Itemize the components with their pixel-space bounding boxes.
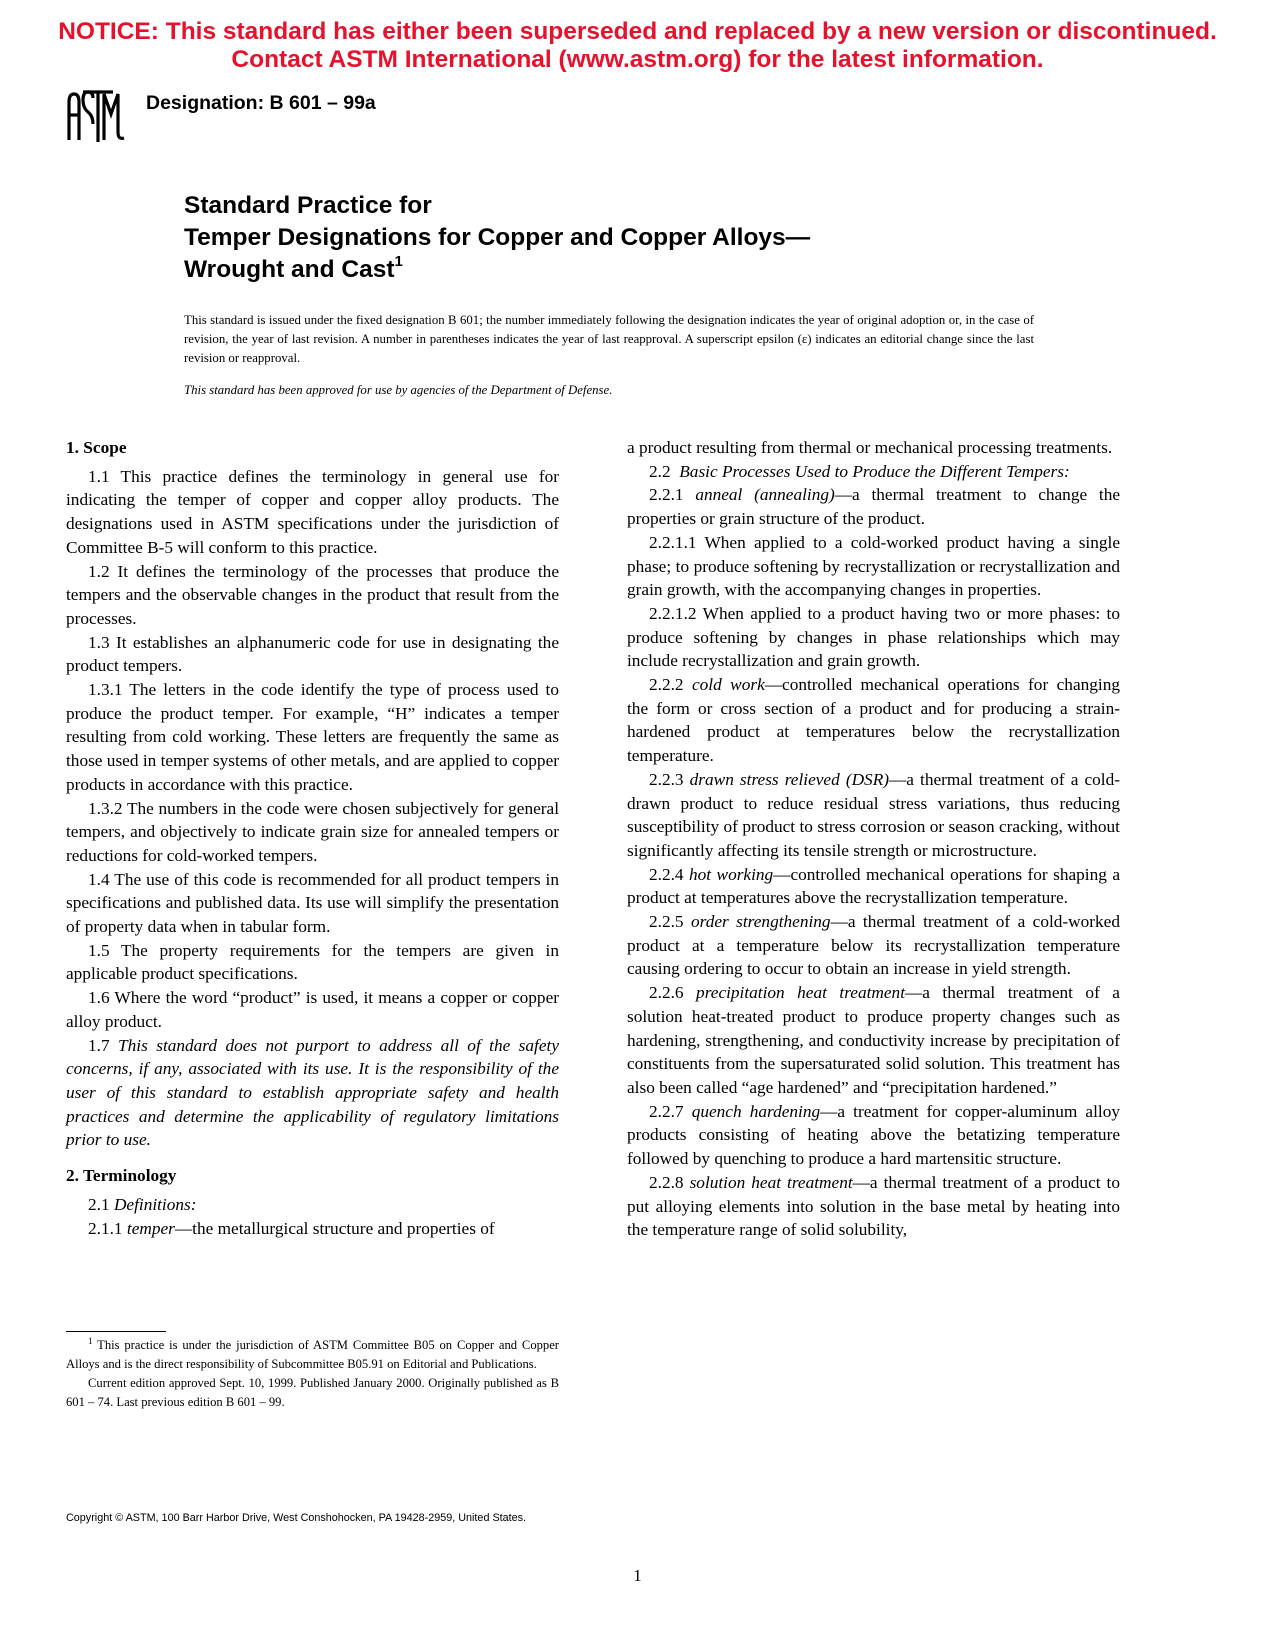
footnote-divider xyxy=(66,1331,166,1332)
paragraph-2-2-number: 2.2 xyxy=(649,461,671,481)
footnote-edition: Current edition approved Sept. 10, 1999. Published January 2000. Originally published as B 601 – 74. Last previous edition B 601 – 99. xyxy=(66,1376,559,1409)
title-line-1: Standard Practice for xyxy=(184,192,432,219)
document-title xyxy=(184,190,1084,286)
paragraph-1-6: 1.6 Where the word “product” is used, it means a copper or copper alloy product. xyxy=(66,988,559,1031)
definition-order-strengthening: —a thermal treatment of a cold-worked product at a temperature below its recrystallization temperature causing ordering to occur to obtain an increase in yield strength. xyxy=(627,912,1120,979)
paragraph-1-3: 1.3 It establishes an alphanumeric code for use in designating the product tempers. xyxy=(66,632,559,676)
paragraph-2-2-4 xyxy=(627,863,1120,910)
term-order-strengthening: order strengthening xyxy=(690,912,831,932)
paragraph-2-1-1 xyxy=(66,1217,559,1241)
issuance-note: This standard is issued under the fixed designation B 601; the number immediately following the designation indicates the year of original adoption or, in the case of revision, the year of last revision. A number in parentheses indicates the year of last reapproval. A superscript epsilon (ε) indicates an editorial change since the last revision or reapproval. xyxy=(184,313,1034,365)
paragraph-2-2-5-number: 2.2.5 xyxy=(649,912,684,932)
footnote-1-text: This practice is under the jurisdiction of ASTM Committee B05 on Copper and Copper Alloys and is the direct responsibility of Subcommittee B05.91 on Editorial and Publications. xyxy=(66,1338,560,1371)
definition-temper: —the metallurgical structure and properties of xyxy=(174,1218,495,1238)
right-column xyxy=(627,436,1120,1242)
paragraph-2-2-8 xyxy=(627,1171,1120,1242)
definition-quench-hardening: —a treatment for copper-aluminum alloy products consisting of heating above the betatizing temperature followed by quenching to produce a hard martensitic structure. xyxy=(627,1101,1120,1169)
paragraph-2-2-1-2: 2.2.1.2 When applied to a product having two or more phases: to produce softening by changes in phase relationships which may include recrystallization and grain growth. xyxy=(627,603,1120,671)
safety-caveat: This standard does not purport to address all of the safety concerns, if any, associated with its use. It is the responsibility of the user of this standard to establish appropriate safety and health practices and determine the applicability of regulatory limitations prior to use. xyxy=(66,1035,559,1150)
paragraph-2-2 xyxy=(627,460,1120,484)
paragraph-2-2-2 xyxy=(627,673,1120,768)
definition-drawn-stress-relieved: —a thermal treatment of a cold-drawn product to reduce residual stress variations, thus reducing susceptibility of product to stress corrosion or season cracking, without significantly affecting its tensile strength or microstructure. xyxy=(627,769,1120,860)
definition-anneal: —a thermal treatment to change the properties or grain structure of the product. xyxy=(627,485,1120,529)
title-line-3-text: Wrought and Cast xyxy=(184,256,395,283)
paragraph-1-3-2: 1.3.2 The numbers in the code were chosen subjectively for general tempers, and objectively to indicate grain size for annealed tempers or reductions for cold-worked tempers. xyxy=(66,798,559,865)
paragraph-2-2-7 xyxy=(627,1100,1120,1171)
paragraph-2-2-3 xyxy=(627,768,1120,863)
paragraph-1-4: 1.4 The use of this code is recommended for all product tempers in specifications and published data. Its use will simplify the presentation of property data when in tabular form. xyxy=(66,869,559,937)
paragraph-2-2-1 xyxy=(627,483,1120,530)
page-number: 1 xyxy=(633,1566,642,1585)
astm-logo-icon xyxy=(66,88,128,144)
term-precipitation-heat-treatment: precipitation heat treatment xyxy=(696,983,905,1003)
paragraph-2-2-5 xyxy=(627,910,1120,981)
paragraph-1-7-number: 1.7 xyxy=(88,1035,110,1055)
title-line-2: Temper Designations for Copper and Copper Alloys— xyxy=(184,224,811,251)
title-footnote-mark: 1 xyxy=(394,252,403,270)
paragraph-2-2-6-number: 2.2.6 xyxy=(649,983,684,1003)
title-line-3 xyxy=(184,254,1084,286)
section-heading-scope: 1. Scope xyxy=(66,438,127,457)
left-column xyxy=(66,436,559,1240)
footnote-1-mark: 1 xyxy=(88,1335,93,1346)
definition-solution-heat-treatment: —a thermal treatment of a product to put alloying elements into solution in the base metal by heating into the temperature range of solid solubility, xyxy=(627,1172,1120,1240)
paragraph-1-5: 1.5 The property requirements for the tempers are given in applicable product specifications. xyxy=(66,940,559,984)
paragraph-1-7 xyxy=(66,1034,559,1153)
dod-approval-note: This standard has been approved for use by agencies of the Department of Defense. xyxy=(184,383,613,397)
paragraph-2-2-6 xyxy=(627,981,1120,1100)
paragraph-2-2-7-number: 2.2.7 xyxy=(649,1101,684,1121)
notice-line-1: NOTICE: This standard has either been superseded and replaced by a new version or discontinued. xyxy=(58,18,1217,45)
basic-processes-label: Basic Processes Used to Produce the Different Tempers: xyxy=(679,461,1070,481)
term-hot-working: hot working xyxy=(689,864,774,884)
designation: Designation: B 601 – 99a xyxy=(146,92,376,114)
paragraph-2-2-3-number: 2.2.3 xyxy=(649,769,684,789)
definition-cold-work: —controlled mechanical operations for changing the form or cross section of a product and for producing a strain-hardened product at temperatures below the recrystallization temperature. xyxy=(627,675,1120,766)
footnote-1 xyxy=(66,1336,559,1374)
paragraph-2-2-4-number: 2.2.4 xyxy=(649,864,684,884)
paragraph-1-2: 1.2 It defines the terminology of the processes that produce the tempers and the observable changes in the product that result from the processes. xyxy=(66,561,559,628)
definitions-label: Definitions: xyxy=(113,1194,197,1214)
copyright-line: Copyright © ASTM, 100 Barr Harbor Drive, West Conshohocken, PA 19428-2959, United States. xyxy=(66,1512,527,1524)
notice-line-2: Contact ASTM International (www.astm.org) for the latest information. xyxy=(231,46,1044,73)
paragraph-2-1-1-number: 2.1.1 xyxy=(88,1218,123,1238)
term-cold-work: cold work xyxy=(692,675,765,695)
paragraph-2-1 xyxy=(66,1193,559,1217)
paragraph-2-2-8-number: 2.2.8 xyxy=(649,1172,684,1192)
supersession-notice xyxy=(0,18,1275,74)
paragraph-2-2-2-number: 2.2.2 xyxy=(649,675,684,695)
section-heading-terminology: 2. Terminology xyxy=(66,1166,177,1186)
definition-precipitation-heat-treatment: —a thermal treatment of a solution heat-treated product to produce property changes such as hardening, strengthening, and conductivity increase by precipitation of constituents from the supersaturated solid solution. This treatment has also been called “age hardened” and “precipitation hardened.” xyxy=(627,983,1120,1097)
term-solution-heat-treatment: solution heat treatment xyxy=(689,1172,853,1192)
paragraph-1-3-1: 1.3.1 The letters in the code identify the type of process used to produce the product temper. For example, “H” indicates a temper resulting from cold working. These letters are frequently the same as those used in temper systems of other metals, and are applied to copper products in accordance with this practice. xyxy=(66,680,559,794)
footnotes xyxy=(66,1336,559,1412)
term-anneal: anneal (annealing) xyxy=(695,485,835,505)
continued-definition: a product resulting from thermal or mechanical processing treatments. xyxy=(627,438,1113,457)
definition-hot-working: —controlled mechanical operations for shaping a product at temperatures above the recrystallization temperature. xyxy=(627,864,1120,908)
term-temper: temper xyxy=(126,1218,175,1238)
paragraph-2-2-1-1: 2.2.1.1 When applied to a cold-worked product having a single phase; to produce softening by recrystallization or recrystallization and grain growth, with the accompanying changes in properties. xyxy=(627,532,1120,600)
paragraph-2-1-number: 2.1 xyxy=(88,1194,110,1214)
term-quench-hardening: quench hardening xyxy=(691,1101,821,1121)
term-drawn-stress-relieved: drawn stress relieved (DSR) xyxy=(689,769,890,789)
paragraph-2-2-1-number: 2.2.1 xyxy=(649,485,684,505)
paragraph-1-1: 1.1 This practice defines the terminology in general use for indicating the temper of copper and copper alloy products. The designations used in ASTM specifications under the jurisdiction of Committee B-5 will conform to this practice. xyxy=(66,466,559,557)
